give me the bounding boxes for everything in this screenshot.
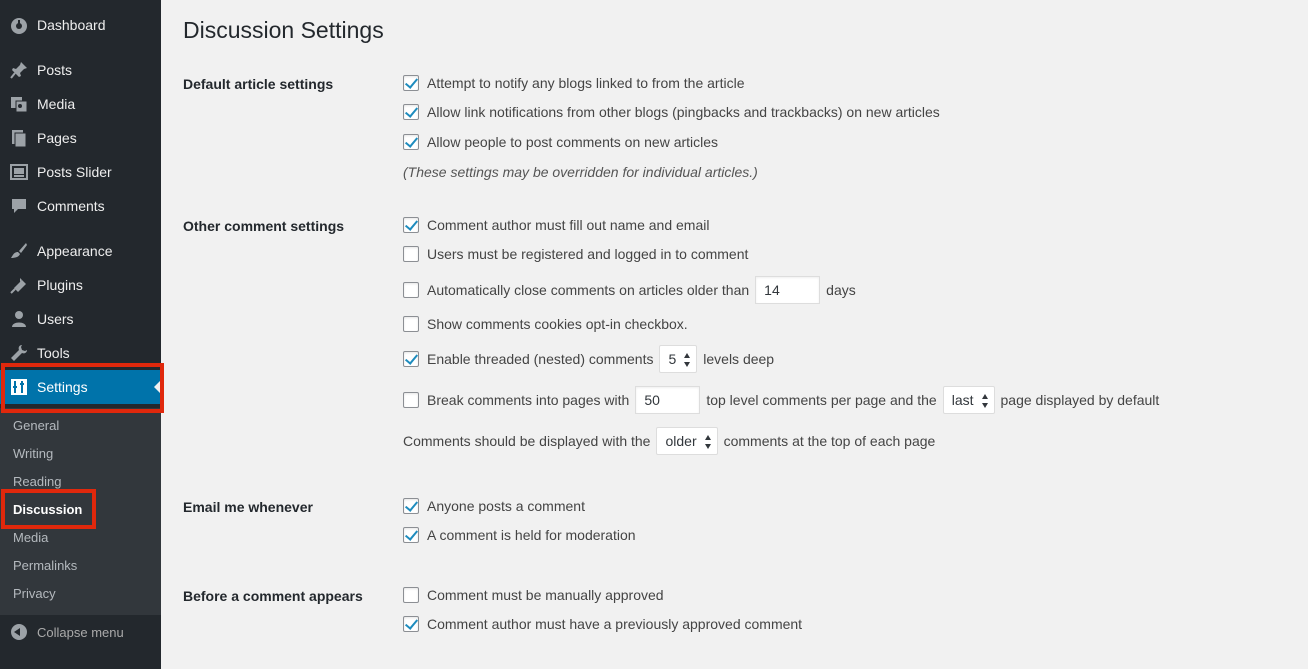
- sidebar-item-pages[interactable]: [0, 121, 161, 155]
- select-value: 5: [668, 351, 677, 367]
- cookies-optin-checkbox[interactable]: [403, 316, 419, 332]
- threaded-comments-checkbox[interactable]: [403, 351, 419, 367]
- submenu-item-media[interactable]: Media: [13, 530, 49, 545]
- select-value: older: [665, 433, 697, 449]
- sidebar-item-label: Dashboard: [37, 17, 106, 33]
- option-row[interactable]: [403, 587, 664, 603]
- email-moderation-checkbox[interactable]: [403, 527, 419, 543]
- override-note: (These settings may be overridden for individual articles.): [403, 164, 758, 180]
- submenu-item-privacy[interactable]: Privacy: [13, 586, 56, 601]
- select-arrows-icon: [982, 394, 989, 408]
- sidebar-item-label: Appearance: [37, 243, 113, 259]
- sidebar-item-label: Plugins: [37, 277, 83, 293]
- sidebar-item-plugins[interactable]: [0, 268, 161, 302]
- option-label: top level comments per page and the: [706, 392, 937, 408]
- sidebar-item-tools[interactable]: [0, 336, 161, 370]
- option-label: Allow link notifications from other blogs (pingbacks and trackbacks) on new articles: [427, 104, 940, 120]
- email-any-comment-checkbox[interactable]: [403, 498, 419, 514]
- option-row[interactable]: [403, 75, 745, 91]
- option-row[interactable]: [403, 134, 718, 150]
- option-label: levels deep: [703, 351, 775, 367]
- option-row[interactable]: [403, 276, 856, 304]
- notify-blogs-checkbox[interactable]: [403, 75, 419, 91]
- sidebar-item-label: Posts: [37, 62, 73, 78]
- section-label-default-article: Default article settings: [183, 76, 334, 92]
- sidebar-item-media[interactable]: [0, 87, 161, 121]
- media-icon: [10, 95, 28, 113]
- sidebar-item-dashboard[interactable]: [0, 8, 161, 42]
- sidebar-item-comments[interactable]: [0, 189, 161, 223]
- pin-icon: [10, 61, 28, 79]
- submenu-item-discussion[interactable]: Discussion: [13, 502, 83, 517]
- brush-icon: [10, 242, 28, 260]
- comment-order-select[interactable]: [656, 427, 717, 455]
- option-label: Allow people to post comments on new articles: [427, 134, 719, 150]
- sidebar-item-label: Media: [37, 96, 76, 112]
- sidebar-item-label: Settings: [37, 379, 88, 395]
- select-arrows-icon: [684, 353, 691, 367]
- option-label: Break comments into pages with: [427, 392, 630, 408]
- collapse-menu-button[interactable]: [0, 620, 161, 644]
- require-name-email-checkbox[interactable]: [403, 217, 419, 233]
- allow-comments-checkbox[interactable]: [403, 134, 419, 150]
- option-row[interactable]: [403, 316, 688, 332]
- sidebar-item-posts[interactable]: [0, 53, 161, 87]
- page-title: Discussion Settings: [183, 17, 384, 43]
- wrench-icon: [10, 344, 28, 362]
- option-label: A comment is held for moderation: [427, 527, 636, 543]
- option-row[interactable]: [403, 217, 709, 233]
- registration-required-checkbox[interactable]: [403, 246, 419, 262]
- submenu-item-general[interactable]: General: [13, 418, 60, 433]
- sidebar-item-users[interactable]: [0, 302, 161, 336]
- option-label: Enable threaded (nested) comments: [427, 351, 654, 367]
- section-label-email-me: Email me whenever: [183, 499, 313, 515]
- settings-icon: [10, 378, 28, 396]
- sidebar-item-appearance[interactable]: [0, 234, 161, 268]
- option-row[interactable]: [403, 498, 585, 514]
- settings-submenu: [0, 408, 161, 615]
- submenu-item-permalinks[interactable]: Permalinks: [13, 558, 78, 573]
- option-label: Attempt to notify any blogs linked to from the article: [427, 75, 745, 91]
- default-page-select[interactable]: [943, 386, 995, 414]
- option-label: Comment author must have a previously approved comment: [427, 616, 803, 632]
- plugin-icon: [10, 276, 28, 294]
- close-comments-days-input[interactable]: 14: [755, 276, 820, 304]
- comment-icon: [10, 197, 28, 215]
- comments-per-page-input[interactable]: 50: [635, 386, 700, 414]
- sidebar-item-label: Posts Slider: [37, 164, 112, 180]
- user-icon: [10, 310, 28, 328]
- section-label-before-comment: Before a comment appears: [183, 588, 363, 604]
- option-label: Comments should be displayed with the: [403, 433, 651, 449]
- option-row[interactable]: [403, 616, 802, 632]
- collapse-arrow-icon: [11, 624, 27, 640]
- admin-sidebar: [0, 0, 161, 669]
- sidebar-item-label: Pages: [37, 130, 77, 146]
- close-comments-checkbox[interactable]: [403, 282, 419, 298]
- paginate-comments-checkbox[interactable]: [403, 392, 419, 408]
- option-label: Show comments cookies opt-in checkbox.: [427, 316, 688, 332]
- option-label: Automatically close comments on articles older than: [427, 282, 750, 298]
- option-label: days: [826, 282, 856, 298]
- option-label: Anyone posts a comment: [427, 498, 585, 514]
- collapse-menu-label: Collapse menu: [37, 625, 124, 640]
- option-row[interactable]: [403, 104, 940, 120]
- option-label: Users must be registered and logged in to comment: [427, 246, 749, 262]
- section-label-other-comment: Other comment settings: [183, 218, 345, 234]
- pingbacks-checkbox[interactable]: [403, 104, 419, 120]
- submenu-item-writing[interactable]: Writing: [13, 446, 54, 461]
- select-value: last: [951, 392, 974, 408]
- option-label: comments at the top of each page: [723, 433, 936, 449]
- option-row[interactable]: [403, 386, 1159, 414]
- sidebar-item-posts-slider[interactable]: [0, 155, 161, 189]
- option-row[interactable]: [403, 246, 748, 262]
- option-label: Comment must be manually approved: [427, 587, 664, 603]
- option-label: Comment author must fill out name and email: [427, 217, 710, 233]
- previously-approved-checkbox[interactable]: [403, 616, 419, 632]
- pages-icon: [10, 129, 28, 147]
- option-row[interactable]: [403, 345, 774, 373]
- option-label: page displayed by default: [1000, 392, 1160, 408]
- submenu-item-reading[interactable]: Reading: [13, 474, 62, 489]
- sidebar-item-settings[interactable]: [0, 370, 161, 404]
- option-row[interactable]: [403, 527, 636, 543]
- manual-approval-checkbox[interactable]: [403, 587, 419, 603]
- sidebar-item-label: Tools: [37, 345, 70, 361]
- option-row: [403, 427, 935, 455]
- select-arrows-icon: [705, 435, 712, 449]
- sidebar-item-label: Users: [37, 311, 74, 327]
- sidebar-item-label: Comments: [37, 198, 105, 214]
- thread-depth-select[interactable]: [659, 345, 697, 373]
- slider-icon: [10, 163, 28, 181]
- dashboard-icon: [10, 16, 28, 34]
